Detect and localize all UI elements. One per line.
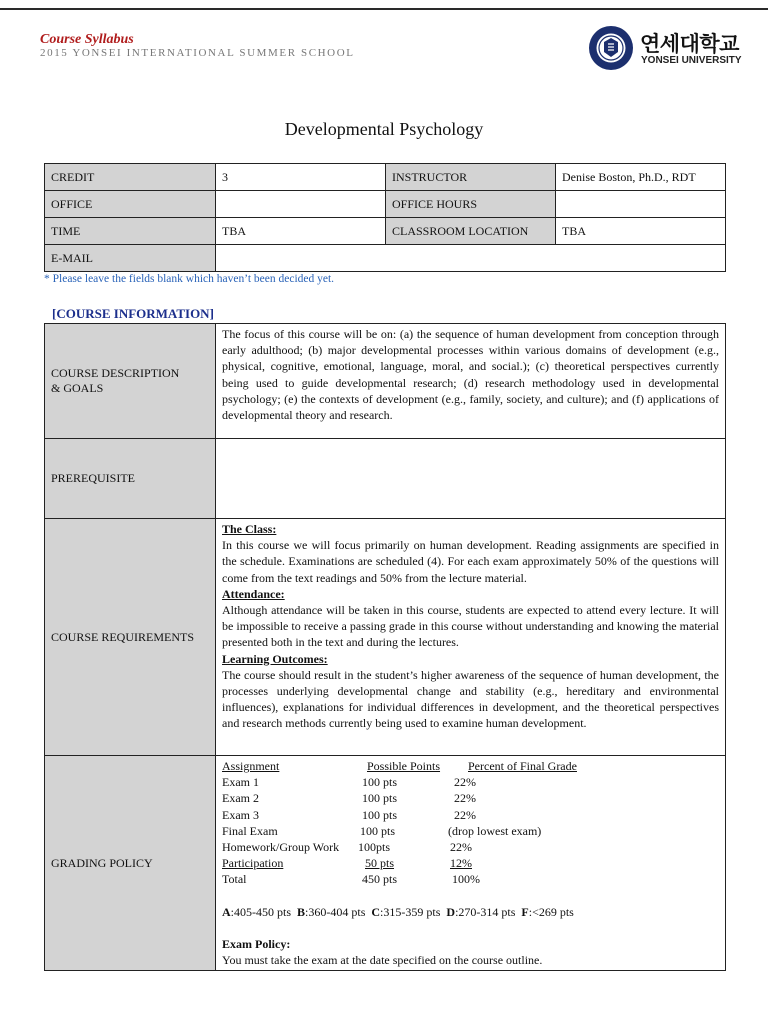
grading-percent: 22% [450, 839, 472, 854]
classroom-label: CLASSROOM LOCATION [386, 218, 556, 245]
grading-row [222, 774, 719, 790]
time-label: TIME [45, 218, 216, 245]
grading-percent: 12% [450, 856, 472, 871]
time-value: TBA [216, 218, 386, 245]
grading-header-assignment: Assignment [222, 759, 280, 773]
grading-percent: 100% [452, 872, 480, 887]
grading-cell [216, 756, 726, 971]
table-row [45, 756, 726, 971]
grading-points: 100 pts [360, 823, 396, 838]
grading-row [222, 823, 719, 839]
outcomes-heading: Learning Outcomes: [222, 651, 328, 666]
office-value [216, 191, 386, 218]
grading-points: 450 pts [362, 872, 398, 887]
grading-points: 100pts [358, 839, 391, 854]
grade-letter: F [521, 904, 529, 919]
grade-letter: C [371, 904, 381, 919]
email-value [216, 245, 726, 272]
university-seal-icon [588, 25, 634, 71]
grade-letter: B [297, 904, 306, 919]
grading-header-points: Possible Points [367, 759, 441, 773]
grade-range: :405-450 pts [230, 904, 292, 919]
section-title: [COURSE INFORMATION] [52, 306, 214, 321]
exam-policy-text: You must take the exam at the date specified on the course outline. [222, 952, 543, 967]
grading-points: 50 pts [365, 856, 395, 871]
class-heading: The Class: [222, 522, 277, 536]
office-hours-value [556, 191, 726, 218]
description-cell [216, 324, 726, 439]
description-label-line: COURSE DESCRIPTION [51, 366, 180, 380]
grade-range: :270-314 pts [455, 904, 516, 919]
grading-label: GRADING POLICY [45, 756, 216, 971]
grading-percent: 22% [454, 791, 476, 806]
outcomes-text: The course should result in the student’s higher awareness of the sequence of human development, the processes underlying developmental change and stability (e.g., hereditary and environmental influences), explanations for individual differences in development, and the theoretical perspectives and research methods currently being used to examine human development. [222, 667, 719, 731]
attendance-text: Although attendance will be taken in this course, students are expected to attend every lecture. It will be impossible to receive a passing grade in this course without understanding and knowing the material presented both in the text and during the lectures. [222, 603, 719, 650]
classroom-value: TBA [556, 218, 726, 245]
grading-percent: (drop lowest exam) [448, 823, 542, 838]
grading-assignment: Exam 2 [222, 791, 259, 806]
grading-assignment: Exam 1 [222, 775, 259, 790]
grading-assignment: Total [222, 872, 247, 887]
office-label: OFFICE [45, 191, 216, 218]
description-label [45, 324, 216, 439]
grading-points: 100 pts [362, 807, 398, 822]
office-hours-label: OFFICE HOURS [386, 191, 556, 218]
grading-row [222, 790, 719, 806]
grading-row [222, 839, 719, 855]
grading-points: 100 pts [362, 775, 398, 790]
grading-header-row [222, 758, 719, 774]
grading-row [222, 807, 719, 823]
grading-assignment: Participation [222, 856, 284, 871]
grade-scale [222, 904, 719, 920]
grading-assignment: Final Exam [222, 823, 278, 838]
credit-label: CREDIT [45, 164, 216, 191]
instructor-value: Denise Boston, Ph.D., RDT [556, 164, 726, 191]
table-row [45, 439, 726, 519]
course-title: Developmental Psychology [284, 119, 484, 139]
grading-row [222, 855, 719, 871]
grading-assignment: Homework/Group Work [222, 839, 340, 854]
course-info-table [44, 163, 726, 272]
description-text: The focus of this course will be on: (a) the sequence of human development from conception through early adulthood; (b) major developmental processes within various domains of development (e.g., physical, cognitive, emotional, language, moral, and social.); (c) theoretical perspectives currently being used to guide developmental research; (d) research methodology used in developmental psychology; (e) the contexts of development (e.g., family, society, and culture); and (f) applications of developmental theory and research. [222, 327, 719, 423]
description-label-line: & GOALS [51, 381, 104, 395]
course-details-table [44, 323, 726, 971]
grade-range: :315-359 pts [380, 904, 441, 919]
table-row [45, 245, 726, 272]
requirements-cell [216, 519, 726, 756]
grade-letter: D [446, 904, 456, 919]
logo-english-text: YONSEI UNIVERSITY [641, 55, 742, 66]
table-row [45, 218, 726, 245]
header-title: Course Syllabus [40, 32, 134, 47]
blank-fields-note: * Please leave the fields blank which haven’t been decided yet. [44, 273, 335, 285]
header-subtitle: 2015 YONSEI INTERNATIONAL SUMMER SCHOOL [40, 47, 355, 59]
grading-percent: 22% [454, 807, 476, 822]
grading-row [222, 871, 719, 887]
grading-assignment: Exam 3 [222, 807, 259, 822]
table-row [45, 519, 726, 756]
credit-value: 3 [216, 164, 386, 191]
prerequisite-value [216, 439, 726, 519]
table-row [45, 164, 726, 191]
class-text: In this course we will focus primarily on human development. Reading assignments are specified in the schedule. Examinations are scheduled (4). For each exam approximately 50% of the questions will come from the text readings and 50% from the lecture material. [222, 538, 719, 585]
requirements-label: COURSE REQUIREMENTS [45, 519, 216, 756]
exam-policy-heading: Exam Policy: [222, 936, 291, 951]
grade-letter: A [222, 904, 231, 919]
email-label: E-MAIL [45, 245, 216, 272]
table-row [45, 191, 726, 218]
grading-points: 100 pts [362, 791, 398, 806]
prerequisite-label: PREREQUISITE [45, 439, 216, 519]
grade-range: :360-404 pts [305, 904, 366, 919]
attendance-heading: Attendance: [222, 586, 285, 601]
table-row [45, 324, 726, 439]
logo-korean-text: 연세대학교 [640, 32, 739, 56]
grade-range: :<269 pts [528, 904, 574, 919]
grading-percent: 22% [454, 775, 476, 790]
grading-header-percent: Percent of Final Grade [468, 759, 577, 773]
instructor-label: INSTRUCTOR [386, 164, 556, 191]
university-logo [588, 25, 748, 75]
header-rule [0, 8, 768, 10]
